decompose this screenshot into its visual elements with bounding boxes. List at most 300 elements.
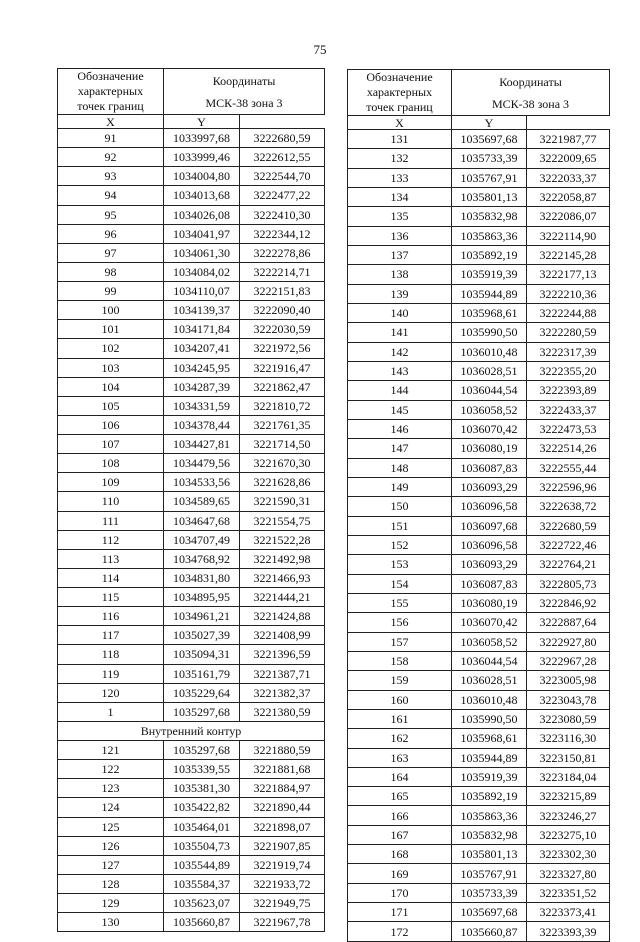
table-row: [58, 683, 325, 702]
point-number: 93: [58, 167, 164, 186]
x-coordinate: 1035504,73: [164, 836, 240, 855]
point-number: 137: [348, 245, 452, 264]
point-number: 147: [348, 439, 452, 458]
point-number: 167: [348, 825, 452, 844]
table-row: [348, 651, 610, 670]
y-coordinate: 3223116,30: [527, 729, 610, 748]
y-coordinate: 3221884,97: [240, 779, 325, 798]
x-coordinate: 1034245,95: [164, 358, 240, 377]
point-number: 148: [348, 458, 452, 477]
x-coordinate: 1036058,52: [452, 632, 527, 651]
y-coordinate: 3223043,78: [527, 690, 610, 709]
y-coordinate: 3221466,93: [240, 568, 325, 587]
x-coordinate: 1035892,19: [452, 245, 527, 264]
y-coordinate: 3223005,98: [527, 671, 610, 690]
table-row: [58, 282, 325, 301]
table-row: [348, 903, 610, 922]
table-row: [58, 588, 325, 607]
table-row: [348, 825, 610, 844]
point-number: 98: [58, 262, 164, 281]
y-coordinate: 3222612,55: [240, 148, 325, 167]
point-number: 95: [58, 205, 164, 224]
point-number: 171: [348, 903, 452, 922]
x-coordinate: 1035944,89: [452, 748, 527, 767]
table-row: [58, 473, 325, 492]
table-row: [58, 836, 325, 855]
y-coordinate: 3222145,28: [527, 245, 610, 264]
y-coordinate: 3223351,52: [527, 883, 610, 902]
y-coordinate: 3222805,73: [527, 574, 610, 593]
table-row: [348, 883, 610, 902]
x-coordinate: 1034533,56: [164, 473, 240, 492]
table-row: [58, 320, 325, 339]
point-number: 168: [348, 845, 452, 864]
point-number: 139: [348, 284, 452, 303]
x-coordinate: 1035968,61: [452, 303, 527, 322]
x-coordinate: 1036044,54: [452, 651, 527, 670]
table-row: [58, 377, 325, 396]
point-number: 162: [348, 729, 452, 748]
point-number: 109: [58, 473, 164, 492]
y-coordinate: 3223150,81: [527, 748, 610, 767]
point-number: 165: [348, 787, 452, 806]
table-row: [58, 913, 325, 932]
y-coordinate: 3222680,59: [240, 129, 325, 148]
point-number: 154: [348, 574, 452, 593]
point-number: 138: [348, 265, 452, 284]
point-number: 153: [348, 555, 452, 574]
y-coordinate: 3221967,78: [240, 913, 325, 932]
table-row: [58, 760, 325, 779]
x-coordinate: 1034013,68: [164, 186, 240, 205]
point-number: 141: [348, 323, 452, 342]
point-number: 107: [58, 435, 164, 454]
table-row: [348, 361, 610, 380]
point-number: 130: [58, 913, 164, 932]
table-row: [58, 415, 325, 434]
table-row: [58, 664, 325, 683]
table-row: [58, 855, 325, 874]
y-coordinate: 3222638,72: [527, 497, 610, 516]
y-coordinate: 3221761,35: [240, 415, 325, 434]
y-coordinate: 3223327,80: [527, 864, 610, 883]
point-number: 92: [58, 148, 164, 167]
y-coordinate: 3222393,89: [527, 381, 610, 400]
point-number: 140: [348, 303, 452, 322]
x-coordinate: 1035422,82: [164, 798, 240, 817]
y-coordinate: 3221862,47: [240, 377, 325, 396]
x-coordinate: 1036070,42: [452, 613, 527, 632]
y-coordinate: 3221444,21: [240, 588, 325, 607]
x-coordinate: 1035767,91: [452, 168, 527, 187]
point-number: 91: [58, 129, 164, 148]
point-number: 97: [58, 243, 164, 262]
table-row: [348, 439, 610, 458]
y-coordinate: 3221916,47: [240, 358, 325, 377]
table-row: [348, 207, 610, 226]
y-coordinate: 3221714,50: [240, 435, 325, 454]
y-coordinate: 3222410,30: [240, 205, 325, 224]
point-number: 143: [348, 361, 452, 380]
y-coordinate: 3222210,36: [527, 284, 610, 303]
point-number: 161: [348, 709, 452, 728]
table-row: [348, 187, 610, 206]
x-coordinate: 1035584,37: [164, 874, 240, 893]
coordinate-system-header: МСК-38 зона 3: [164, 92, 325, 114]
x-coordinate: 1036010,48: [452, 690, 527, 709]
section-label: Внутренний контур: [58, 721, 325, 740]
y-coordinate: 3221382,37: [240, 683, 325, 702]
page-number: 75: [313, 42, 327, 57]
x-coordinate: 1034707,49: [164, 530, 240, 549]
x-coordinate: 1035919,39: [452, 767, 527, 786]
y-coordinate: 3222355,20: [527, 361, 610, 380]
table-row: [58, 492, 325, 511]
point-number: 166: [348, 806, 452, 825]
y-coordinate: 3222244,88: [527, 303, 610, 322]
table-row: [58, 874, 325, 893]
point-number: 145: [348, 400, 452, 419]
point-number: 127: [58, 855, 164, 874]
table-row: [348, 477, 610, 496]
y-coordinate: 3221880,59: [240, 741, 325, 760]
point-number: 169: [348, 864, 452, 883]
y-coordinate: 3222058,87: [527, 187, 610, 206]
point-number: 121: [58, 741, 164, 760]
coordinates-table-left: [57, 68, 325, 932]
point-number: 172: [348, 922, 452, 941]
point-number: 100: [58, 301, 164, 320]
y-coordinate: 3222114,90: [527, 226, 610, 245]
coordinates-header: Координаты: [452, 70, 610, 94]
table-row: [58, 568, 325, 587]
x-coordinate: 1035027,39: [164, 626, 240, 645]
y-coordinate: 3222344,12: [240, 224, 325, 243]
point-number: 120: [58, 683, 164, 702]
y-coordinate: 3223215,89: [527, 787, 610, 806]
x-coordinate: 1034171,84: [164, 320, 240, 339]
y-coordinate: 3221554,75: [240, 511, 325, 530]
point-number: 144: [348, 381, 452, 400]
x-coordinate: 1035733,39: [452, 883, 527, 902]
x-coordinate: 1035094,31: [164, 645, 240, 664]
x-coordinate: 1035161,79: [164, 664, 240, 683]
y-coordinate: 3221919,74: [240, 855, 325, 874]
point-number: 125: [58, 817, 164, 836]
point-number: 119: [58, 664, 164, 683]
table-row: [348, 709, 610, 728]
x-coordinate: 1035660,87: [164, 913, 240, 932]
y-coordinate: 3221949,75: [240, 894, 325, 913]
x-coordinate: 1035733,39: [452, 149, 527, 168]
table-row: [58, 205, 325, 224]
table-row: [58, 186, 325, 205]
table-row: [58, 358, 325, 377]
x-coordinate: 1034647,68: [164, 511, 240, 530]
table-row: [58, 607, 325, 626]
table-row: [58, 262, 325, 281]
x-coordinate: 1034768,92: [164, 549, 240, 568]
table-row: [348, 342, 610, 361]
y-coordinate: 3221898,07: [240, 817, 325, 836]
table-row: [58, 702, 325, 721]
x-coordinate: 1036044,54: [452, 381, 527, 400]
table-row: [58, 511, 325, 530]
coordinates-table-right: [347, 69, 610, 942]
x-coordinate: 1035697,68: [452, 903, 527, 922]
x-coordinate: 1034331,59: [164, 396, 240, 415]
point-number: 170: [348, 883, 452, 902]
y-coordinate: 3222846,92: [527, 593, 610, 612]
y-coordinate: 3221907,85: [240, 836, 325, 855]
x-coordinate: 1035832,98: [452, 825, 527, 844]
x-coordinate: 1035623,07: [164, 894, 240, 913]
y-coordinate: 3222722,46: [527, 535, 610, 554]
x-coordinate: 1033999,46: [164, 148, 240, 167]
x-coordinate: 1034895,95: [164, 588, 240, 607]
point-number: 101: [58, 320, 164, 339]
table-row: [58, 148, 325, 167]
table-row: [58, 626, 325, 645]
x-coordinate: 1035990,50: [452, 709, 527, 728]
table-row: [348, 497, 610, 516]
x-header: X: [348, 116, 452, 130]
y-coordinate: 3223302,30: [527, 845, 610, 864]
table-row: [348, 226, 610, 245]
point-number: 136: [348, 226, 452, 245]
x-coordinate: 1035863,36: [452, 226, 527, 245]
y-coordinate: 3222473,53: [527, 419, 610, 438]
table-row: [348, 845, 610, 864]
table-row: [58, 817, 325, 836]
y-coordinate: 3221987,77: [527, 130, 610, 149]
table-row: [348, 265, 610, 284]
x-coordinate: 1035863,36: [452, 806, 527, 825]
x-header: X: [58, 115, 164, 129]
coordinate-system-header: МСК-38 зона 3: [452, 93, 610, 115]
y-coordinate: 3222280,59: [527, 323, 610, 342]
x-coordinate: 1034004,80: [164, 167, 240, 186]
x-coordinate: 1035801,13: [452, 187, 527, 206]
x-coordinate: 1035892,19: [452, 787, 527, 806]
point-number: 108: [58, 454, 164, 473]
y-coordinate: 3222086,07: [527, 207, 610, 226]
point-number: 146: [348, 419, 452, 438]
table-row: [348, 130, 610, 149]
y-coordinate: 3222927,80: [527, 632, 610, 651]
table-row: [348, 806, 610, 825]
x-coordinate: 1034207,41: [164, 339, 240, 358]
x-coordinate: 1035990,50: [452, 323, 527, 342]
x-coordinate: 1035297,68: [164, 702, 240, 721]
x-coordinate: 1035697,68: [452, 130, 527, 149]
x-coordinate: 1034110,07: [164, 282, 240, 301]
point-number: 106: [58, 415, 164, 434]
point-number: 155: [348, 593, 452, 612]
x-coordinate: 1036087,83: [452, 458, 527, 477]
x-coordinate: 1036096,58: [452, 497, 527, 516]
points-column-header: Обозначение характерных точек границ: [348, 70, 452, 116]
y-coordinate: 3222477,22: [240, 186, 325, 205]
y-coordinate: 3222680,59: [527, 516, 610, 535]
point-number: 151: [348, 516, 452, 535]
point-number: 116: [58, 607, 164, 626]
table-row: [348, 671, 610, 690]
y-coordinate: 3222544,70: [240, 167, 325, 186]
y-coordinate: 3221670,30: [240, 454, 325, 473]
y-coordinate: 3221492,98: [240, 549, 325, 568]
x-coordinate: 1036028,51: [452, 671, 527, 690]
point-number: 133: [348, 168, 452, 187]
table-row: [58, 167, 325, 186]
x-coordinate: 1034831,80: [164, 568, 240, 587]
x-coordinate: 1034378,44: [164, 415, 240, 434]
y-coordinate: 3221396,59: [240, 645, 325, 664]
x-coordinate: 1036070,42: [452, 419, 527, 438]
y-coordinate: 3222090,40: [240, 301, 325, 320]
y-header: Y: [164, 115, 240, 129]
x-coordinate: 1034961,21: [164, 607, 240, 626]
table-row: [348, 690, 610, 709]
table-row: [348, 400, 610, 419]
point-number: 105: [58, 396, 164, 415]
x-coordinate: 1035381,30: [164, 779, 240, 798]
table-row: [58, 243, 325, 262]
point-number: 132: [348, 149, 452, 168]
point-number: 159: [348, 671, 452, 690]
point-number: 150: [348, 497, 452, 516]
point-number: 123: [58, 779, 164, 798]
y-coordinate: 3223393,39: [527, 922, 610, 941]
x-coordinate: 1034287,39: [164, 377, 240, 396]
y-coordinate: 3222030,59: [240, 320, 325, 339]
y-coordinate: 3223184,04: [527, 767, 610, 786]
table-row: [58, 339, 325, 358]
point-number: 122: [58, 760, 164, 779]
point-number: 152: [348, 535, 452, 554]
table-row: [58, 396, 325, 415]
y-coordinate: 3222433,37: [527, 400, 610, 419]
table-row: [348, 245, 610, 264]
point-number: 129: [58, 894, 164, 913]
table-row: [58, 454, 325, 473]
x-coordinate: 1036097,68: [452, 516, 527, 535]
point-number: 102: [58, 339, 164, 358]
x-coordinate: 1036096,58: [452, 535, 527, 554]
y-coordinate: 3222555,44: [527, 458, 610, 477]
table-row: [348, 419, 610, 438]
x-coordinate: 1034026,08: [164, 205, 240, 224]
point-number: 131: [348, 130, 452, 149]
table-row: [58, 798, 325, 817]
table-row: [348, 787, 610, 806]
table-row: [58, 779, 325, 798]
y-coordinate: 3221933,72: [240, 874, 325, 893]
point-number: 115: [58, 588, 164, 607]
x-coordinate: 1035968,61: [452, 729, 527, 748]
y-coordinate: 3221628,86: [240, 473, 325, 492]
point-number: 112: [58, 530, 164, 549]
table-row: [58, 129, 325, 148]
point-number: 158: [348, 651, 452, 670]
y-coordinate: 3222887,64: [527, 613, 610, 632]
table-row: [348, 574, 610, 593]
point-number: 164: [348, 767, 452, 786]
point-number: 124: [58, 798, 164, 817]
point-number: 94: [58, 186, 164, 205]
table-row: [348, 632, 610, 651]
x-coordinate: 1036093,29: [452, 555, 527, 574]
y-coordinate: 3223246,27: [527, 806, 610, 825]
point-number: 128: [58, 874, 164, 893]
y-header: Y: [452, 116, 527, 130]
points-column-header: Обозначение характерных точек границ: [58, 69, 164, 115]
x-coordinate: 1034061,30: [164, 243, 240, 262]
table-row: [348, 767, 610, 786]
point-number: 96: [58, 224, 164, 243]
y-coordinate: 3223373,41: [527, 903, 610, 922]
x-coordinate: 1036028,51: [452, 361, 527, 380]
table-row: [348, 381, 610, 400]
point-number: 135: [348, 207, 452, 226]
point-number: 126: [58, 836, 164, 855]
y-coordinate: 3222009,65: [527, 149, 610, 168]
point-number: 157: [348, 632, 452, 651]
table-row: [348, 748, 610, 767]
table-row: [58, 224, 325, 243]
table-row: [348, 922, 610, 941]
x-coordinate: 1035832,98: [452, 207, 527, 226]
table-row: [58, 435, 325, 454]
table-row: [348, 535, 610, 554]
table-row: [58, 301, 325, 320]
point-number: 134: [348, 187, 452, 206]
table-row: [348, 593, 610, 612]
x-coordinate: 1034084,02: [164, 262, 240, 281]
point-number: 163: [348, 748, 452, 767]
table-row: [348, 458, 610, 477]
y-coordinate: 3223275,10: [527, 825, 610, 844]
y-coordinate: 3222514,26: [527, 439, 610, 458]
x-coordinate: 1035919,39: [452, 265, 527, 284]
x-coordinate: 1036080,19: [452, 593, 527, 612]
table-row: [348, 149, 610, 168]
x-coordinate: 1034139,37: [164, 301, 240, 320]
x-coordinate: 1033997,68: [164, 129, 240, 148]
table-row: [348, 555, 610, 574]
point-number: 156: [348, 613, 452, 632]
x-coordinate: 1035660,87: [452, 922, 527, 941]
x-coordinate: 1035229,64: [164, 683, 240, 702]
x-coordinate: 1034589,65: [164, 492, 240, 511]
y-coordinate: 3222764,21: [527, 555, 610, 574]
y-coordinate: 3222177,13: [527, 265, 610, 284]
y-coordinate: 3221387,71: [240, 664, 325, 683]
x-coordinate: 1036087,83: [452, 574, 527, 593]
y-coordinate: 3222967,28: [527, 651, 610, 670]
point-number: 103: [58, 358, 164, 377]
y-coordinate: 3222317,39: [527, 342, 610, 361]
y-coordinate: 3221380,59: [240, 702, 325, 721]
point-number: 117: [58, 626, 164, 645]
table-row: [348, 864, 610, 883]
point-number: 118: [58, 645, 164, 664]
y-coordinate: 3221890,44: [240, 798, 325, 817]
x-coordinate: 1035464,01: [164, 817, 240, 836]
table-row: [348, 284, 610, 303]
x-coordinate: 1036010,48: [452, 342, 527, 361]
table-row: [58, 645, 325, 664]
